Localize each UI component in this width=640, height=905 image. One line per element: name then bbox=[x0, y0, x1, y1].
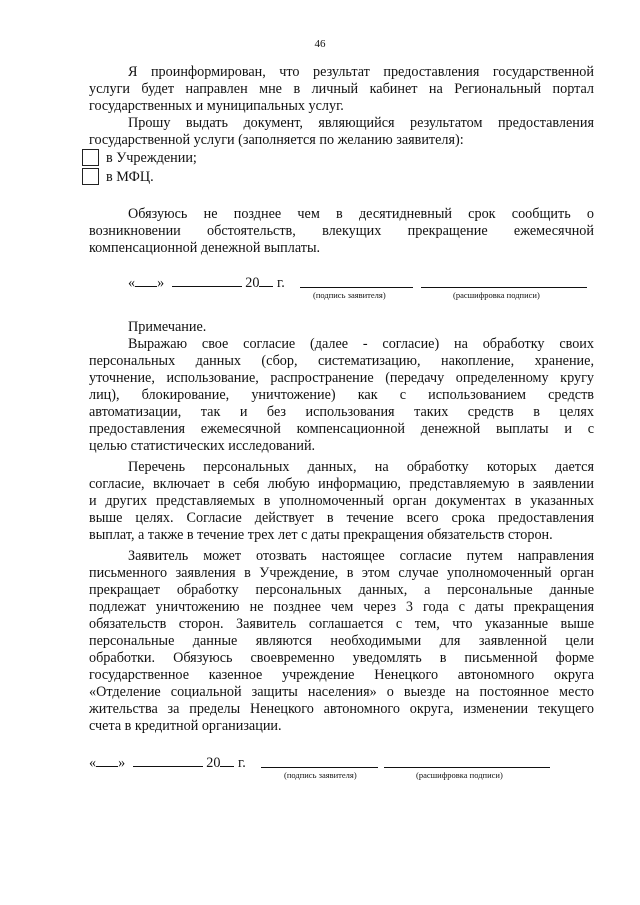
text-line: согласие, включает в себя любую информацию, представляемую в заявлении bbox=[89, 476, 594, 492]
year-suffix: г. bbox=[277, 275, 285, 291]
text-line: выше целях. Согласие действует в течение всего срока предоставления bbox=[89, 510, 594, 526]
page-number: 46 bbox=[314, 38, 326, 50]
decoding-caption: (расшифровка подписи) bbox=[416, 770, 503, 780]
mfc-checkbox[interactable] bbox=[82, 168, 99, 185]
text-line: персональные данные являются необходимыми для заявленной цели bbox=[89, 633, 594, 649]
text-line: Перечень персональных данных, на обработку которых дается bbox=[128, 459, 594, 475]
text-line: предоставления ежемесячной компенсационной денежной выплаты и с bbox=[89, 421, 594, 437]
text-line: Заявитель может отозвать настоящее согласие путем направления bbox=[128, 548, 594, 564]
text-line: лиц), блокирование, уничтожение) как с использованием средств bbox=[89, 387, 594, 403]
text-line: Обязуюсь не позднее чем в десятидневный срок сообщить о bbox=[128, 206, 594, 222]
text-line: прекращает обработку персональных данных, а персональные данные bbox=[89, 582, 594, 598]
option-label: в Учреждении; bbox=[106, 150, 197, 166]
note-title: Примечание. bbox=[128, 319, 207, 335]
text-line: Я проинформирован, что результат предоставления государственной bbox=[128, 64, 594, 80]
option-label: в МФЦ. bbox=[106, 169, 154, 185]
date-quote-open: « bbox=[128, 275, 136, 291]
text-line: счета в кредитной организации. bbox=[89, 718, 282, 734]
date-quote-close: » bbox=[157, 275, 165, 291]
text-line: возникновении обстоятельств, влекущих прекращение ежемесячной bbox=[89, 223, 594, 239]
date-field[interactable] bbox=[89, 753, 246, 772]
text-line: подлежат уничтожению не позднее чем через 3 года с даты прекращения bbox=[89, 599, 594, 615]
text-line: обязательств сторон. Заявитель соглашается с тем, что указанные выше bbox=[89, 616, 594, 632]
text-line: автоматизации, так и без использования таких средств в целях bbox=[89, 404, 594, 420]
signature-caption: (подпись заявителя) bbox=[284, 770, 357, 780]
signature-line[interactable] bbox=[300, 287, 413, 288]
date-quote-open: « bbox=[89, 755, 97, 771]
text-line: персональных данных (сбор, систематизацию, накопление, хранение, bbox=[89, 353, 594, 369]
text-line: выплат, а также в течение трех лет с даты прекращения обязательств сторон. bbox=[89, 527, 553, 543]
text-line: целью статистических исследований. bbox=[89, 438, 316, 454]
text-line: жительства за пределы Ненецкого автономного округа, изменении текущего bbox=[89, 701, 594, 717]
text-line: государственное казенное учреждение Ненецкого автономного округа bbox=[89, 667, 594, 683]
year-prefix: 20 bbox=[245, 275, 260, 291]
decoding-line[interactable] bbox=[384, 767, 550, 768]
date-quote-close: » bbox=[118, 755, 126, 771]
year-suffix: г. bbox=[238, 755, 246, 771]
text-line: государственной услуги (заполняется по желанию заявителя): bbox=[89, 132, 464, 148]
date-field[interactable] bbox=[128, 273, 285, 292]
text-line: государственных и муниципальных услуг. bbox=[89, 98, 344, 114]
text-line: Выражаю свое согласие (далее - согласие) на обработку своих bbox=[128, 336, 594, 352]
decoding-line[interactable] bbox=[421, 287, 587, 288]
text-line: уточнение, использование, распространение (передачу определенному кругу bbox=[89, 370, 594, 386]
year-prefix: 20 bbox=[206, 755, 221, 771]
text-line: Прошу выдать документ, являющийся результатом предоставления bbox=[128, 115, 594, 131]
signature-line[interactable] bbox=[261, 767, 378, 768]
text-line: «Отделение социальной защиты населения» о выезде на постоянное место bbox=[89, 684, 594, 700]
text-line: компенсационной денежной выплаты. bbox=[89, 240, 321, 256]
signature-caption: (подпись заявителя) bbox=[313, 290, 386, 300]
text-line: обработки. Обязуюсь своевременно уведомлять в письменной форме bbox=[89, 650, 594, 666]
decoding-caption: (расшифровка подписи) bbox=[453, 290, 540, 300]
institution-checkbox[interactable] bbox=[82, 149, 99, 166]
text-line: письменного заявления в Учреждение, в этом случае уполномоченный орган bbox=[89, 565, 594, 581]
text-line: услуги будет направлен мне в личный кабинет на Региональный портал bbox=[89, 81, 594, 97]
text-line: и других представляемых в уполномоченный орган документах в указанных bbox=[89, 493, 594, 509]
